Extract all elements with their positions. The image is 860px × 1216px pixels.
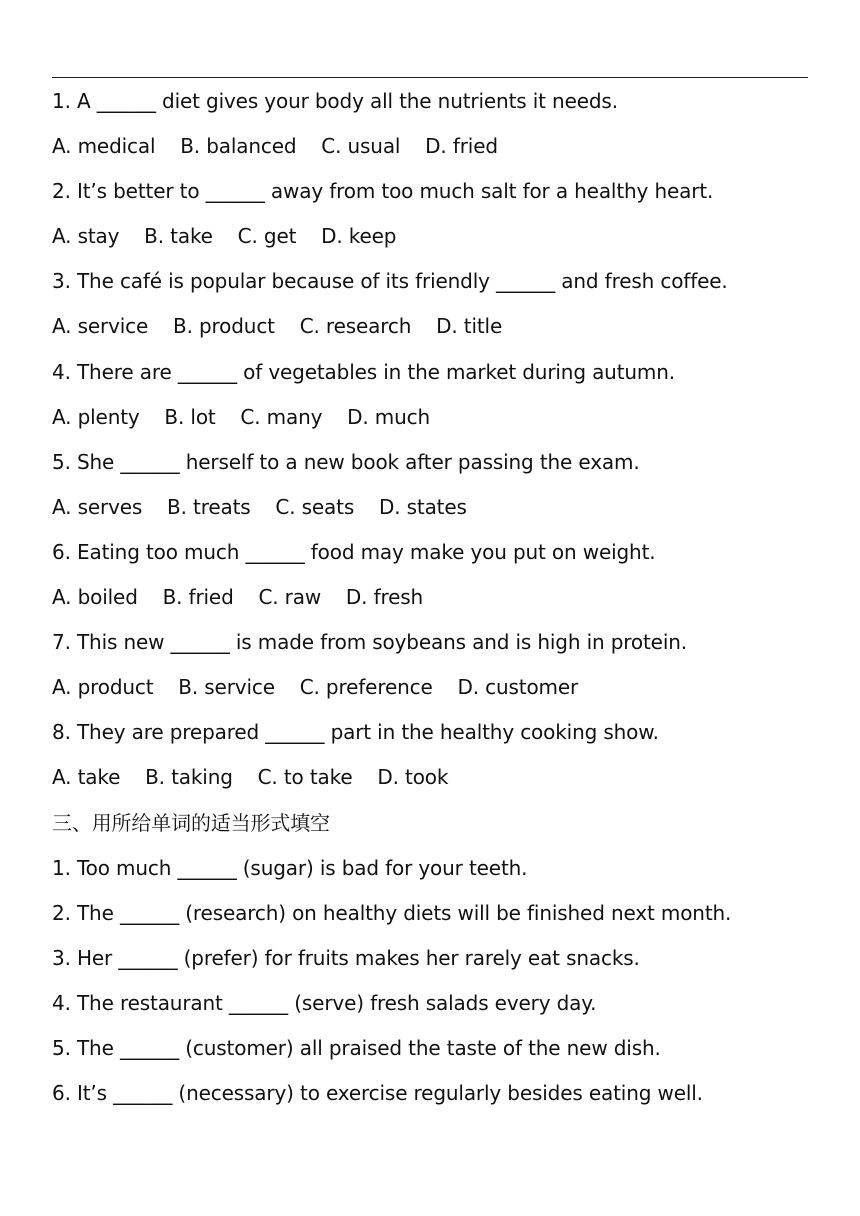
question-options: A. take B. taking C. to take D. took <box>52 765 449 790</box>
fill-in-item: 2. The ______ (research) on healthy diets will be finished next month. <box>52 900 732 925</box>
fill-in-item: 5. The ______ (customer) all praised the taste of the new dish. <box>52 1035 661 1060</box>
question-stem: 2. It’s better to ______ away from too much salt for a healthy heart. <box>52 179 714 204</box>
fill-in-item: 3. Her ______ (prefer) for fruits makes her rarely eat snacks. <box>52 945 640 970</box>
question-options: A. product B. service C. preference D. customer <box>52 675 579 700</box>
fill-in-item: 6. It’s ______ (necessary) to exercise regularly besides eating well. <box>52 1081 703 1106</box>
question-options: A. stay B. take C. get D. keep <box>52 224 397 249</box>
question-stem: 1. A ______ diet gives your body all the nutrients it needs. <box>52 89 618 113</box>
question-options: A. service B. product C. research D. title <box>52 314 503 339</box>
fill-in-item: 4. The restaurant ______ (serve) fresh salads every day. <box>52 990 597 1015</box>
question-stem: 8. They are prepared ______ part in the healthy cooking show. <box>52 720 659 745</box>
question-stem: 7. This new ______ is made from soybeans and is high in protein. <box>52 630 687 655</box>
worksheet-body <box>52 79 842 1116</box>
question-stem: 3. The café is popular because of its friendly ______ and fresh coffee. <box>52 269 728 294</box>
fill-in-item: 1. Too much ______ (sugar) is bad for your teeth. <box>52 855 528 880</box>
question-stem: 6. Eating too much ______ food may make you put on weight. <box>52 539 656 564</box>
question-options: A. medical B. balanced C. usual D. fried <box>52 134 498 159</box>
header-rule <box>52 77 808 78</box>
section-heading: 三、用所给单词的适当形式填空 <box>52 810 330 835</box>
question-options: A. plenty B. lot C. many D. much <box>52 404 431 429</box>
question-stem: 5. She ______ herself to a new book after passing the exam. <box>52 449 640 474</box>
question-options: A. serves B. treats C. seats D. states <box>52 494 467 519</box>
question-stem: 4. There are ______ of vegetables in the market during autumn. <box>52 359 675 384</box>
question-options: A. boiled B. fried C. raw D. fresh <box>52 585 424 610</box>
